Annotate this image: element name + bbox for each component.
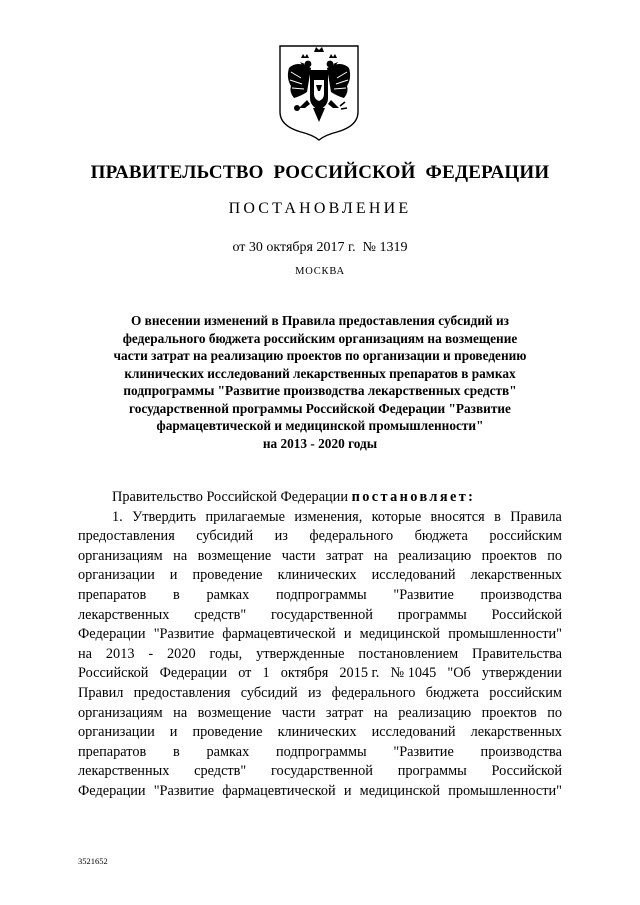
body-word: промышленности" (448, 626, 562, 643)
document-type: ПОСТАНОВЛЕНИЕ (228, 200, 412, 217)
body-line (78, 704, 562, 724)
body-word: подпрограммы (275, 586, 367, 603)
subject-line: клинических исследований лекарственных препаратов в рамках (124, 365, 516, 381)
body-word: октября (280, 665, 329, 682)
body-word: Правительства (472, 645, 562, 662)
body-word: реализацию (398, 704, 472, 721)
body-word: препаратов (78, 586, 147, 603)
body-line (78, 762, 562, 782)
body-line (78, 625, 562, 645)
subject-line: государственной программы Российской Федерации "Развитие (129, 400, 511, 416)
body-word: субсидий (196, 528, 254, 545)
body-word: лекарственных (470, 567, 562, 584)
body-line (78, 723, 562, 743)
body-word: № 1045 (390, 665, 437, 682)
body-word: организации (78, 724, 155, 741)
body-word: российским (489, 528, 562, 545)
body-word: исследований (371, 567, 456, 584)
body-word: Российской (491, 763, 562, 780)
body-word: лекарственных (470, 724, 562, 741)
document-subject (80, 312, 560, 452)
body-word: проектов (481, 704, 537, 721)
body-word: и (169, 724, 178, 741)
body-word: по (547, 547, 562, 564)
body-line (78, 566, 562, 586)
body-word: затрат (325, 547, 364, 564)
body-word: возмещение (197, 547, 272, 564)
body-word: в (494, 508, 501, 525)
body-word: Федерации (78, 626, 146, 643)
body-word: федерального (309, 528, 394, 545)
body-word: Федерации (78, 782, 146, 799)
body-line (78, 782, 562, 802)
body-word: прилагаемые (205, 508, 285, 525)
body-word: программы (397, 763, 467, 780)
body-word: программы (397, 606, 467, 623)
body-line (78, 606, 562, 626)
city-name: МОСКВА (295, 266, 345, 277)
subject-line: О внесении изменений в Правила предоставления субсидий из (130, 313, 510, 328)
body-word: Правил (78, 684, 124, 701)
body-word: на (373, 547, 388, 564)
body-word: "Развитие (153, 782, 215, 799)
body-word: Российской (78, 665, 149, 682)
body-word: средств" (194, 606, 247, 623)
body-word: промышленности" (448, 782, 562, 799)
body-word: средств" (194, 763, 247, 780)
body-word: лекарственных (78, 606, 170, 623)
body-word: организациям (78, 547, 163, 564)
body-word: из (308, 684, 322, 701)
body-word: фармацевтической (222, 782, 336, 799)
body-word: лекарственных (78, 763, 170, 780)
body-word: производства (480, 586, 562, 603)
document-code: 3521652 (78, 856, 108, 866)
document-date: от 30 октября 2017 г. (232, 240, 356, 255)
body-word: исследований (371, 724, 456, 741)
body-word: по (547, 704, 562, 721)
body-word: предоставления (78, 528, 175, 545)
subject-line: фармацевтической и медицинской промышленности" (156, 418, 484, 433)
body-word: клинических (277, 567, 357, 584)
body-word: предоставления (133, 684, 231, 701)
body-word: в (172, 586, 180, 603)
body-word: утверждении (481, 665, 562, 682)
body-word: от (238, 665, 252, 682)
body-word: "Развитие (393, 743, 454, 760)
body-word: фармацевтической (222, 626, 336, 643)
date-number-line (0, 240, 640, 256)
body-word: и (343, 782, 352, 799)
coat-of-arms-icon (277, 42, 361, 142)
intro-decree-word: постановляет: (351, 489, 476, 505)
body-word: Правила (510, 508, 562, 525)
body-word: утвержденные (256, 645, 345, 662)
body-word: российским (489, 684, 562, 701)
body-word: и (169, 567, 178, 584)
body-word: препаратов (78, 743, 147, 760)
body-word: затрат (325, 704, 364, 721)
body-word: проектов (481, 547, 537, 564)
body-word: и (343, 626, 352, 643)
body-word: 1. (112, 508, 123, 525)
body-line (78, 664, 562, 684)
body-word: реализацию (398, 547, 472, 564)
body-word: "Развитие (153, 626, 215, 643)
body-word: бюджета (425, 684, 479, 701)
subject-line: федерального бюджета российским организациям на возмещение (122, 330, 518, 346)
body-line (78, 743, 562, 763)
body-word: из (274, 528, 288, 545)
body-word: постановлением (358, 645, 459, 662)
body-line (78, 547, 562, 567)
body-word: на (173, 704, 188, 721)
body-word: части (281, 704, 316, 721)
body-word: государственной (271, 763, 373, 780)
body-paragraph (78, 508, 562, 802)
subject-line: подпрограммы "Развитие производства лекарственных средств" (123, 383, 517, 398)
body-word: Российской (491, 606, 562, 623)
government-title: ПРАВИТЕЛЬСТВО РОССИЙСКОЙ ФЕДЕРАЦИИ (90, 162, 550, 183)
body-word: 2020 (167, 645, 196, 662)
body-word: - (148, 645, 154, 662)
body-word: в (172, 743, 180, 760)
body-line (78, 527, 562, 547)
body-word: проведение (192, 724, 263, 741)
body-word: Федерации (159, 665, 228, 682)
body-word: "Развитие (393, 586, 454, 603)
body-word: 2015 г. (339, 665, 380, 682)
body-word: государственной (271, 606, 373, 623)
body-word: которые (371, 508, 422, 525)
body-word: рамках (206, 743, 250, 760)
document-number: 1319 (379, 240, 408, 255)
body-word: Утвердить (132, 508, 197, 525)
body-word: субсидий (240, 684, 298, 701)
body-word: части (281, 547, 316, 564)
subject-line: части затрат на реализацию проектов по организации и проведению (113, 348, 527, 363)
body-word: медицинской (359, 626, 441, 643)
body-word: вносятся (430, 508, 485, 525)
body-line (78, 508, 562, 528)
body-word: медицинской (359, 782, 441, 799)
body-word: на (173, 547, 188, 564)
intro-text: Правительство Российской Федерации (112, 489, 348, 505)
body-word: "Об (447, 665, 471, 682)
body-word: рамках (206, 586, 250, 603)
body-word: клинических (277, 724, 357, 741)
body-word: проведение (192, 567, 263, 584)
body-word: организациям (78, 704, 163, 721)
body-word: годы, (209, 645, 243, 662)
body-word: на (373, 704, 388, 721)
body-word: изменения, (294, 508, 363, 525)
document-body (78, 488, 562, 802)
body-line (78, 645, 562, 665)
body-line (78, 586, 562, 606)
body-word: на (78, 645, 92, 662)
body-word: организации (78, 567, 155, 584)
body-word: 1 (262, 665, 270, 682)
body-intro (78, 488, 562, 508)
subject-line: на 2013 - 2020 годы (262, 435, 378, 451)
body-word: возмещение (197, 704, 272, 721)
body-word: бюджета (414, 528, 468, 545)
number-sign: № (362, 240, 376, 255)
body-line (78, 684, 562, 704)
body-word: федерального (331, 684, 416, 701)
body-word: подпрограммы (275, 743, 367, 760)
body-word: производства (480, 743, 562, 760)
body-word: 2013 (105, 645, 135, 662)
